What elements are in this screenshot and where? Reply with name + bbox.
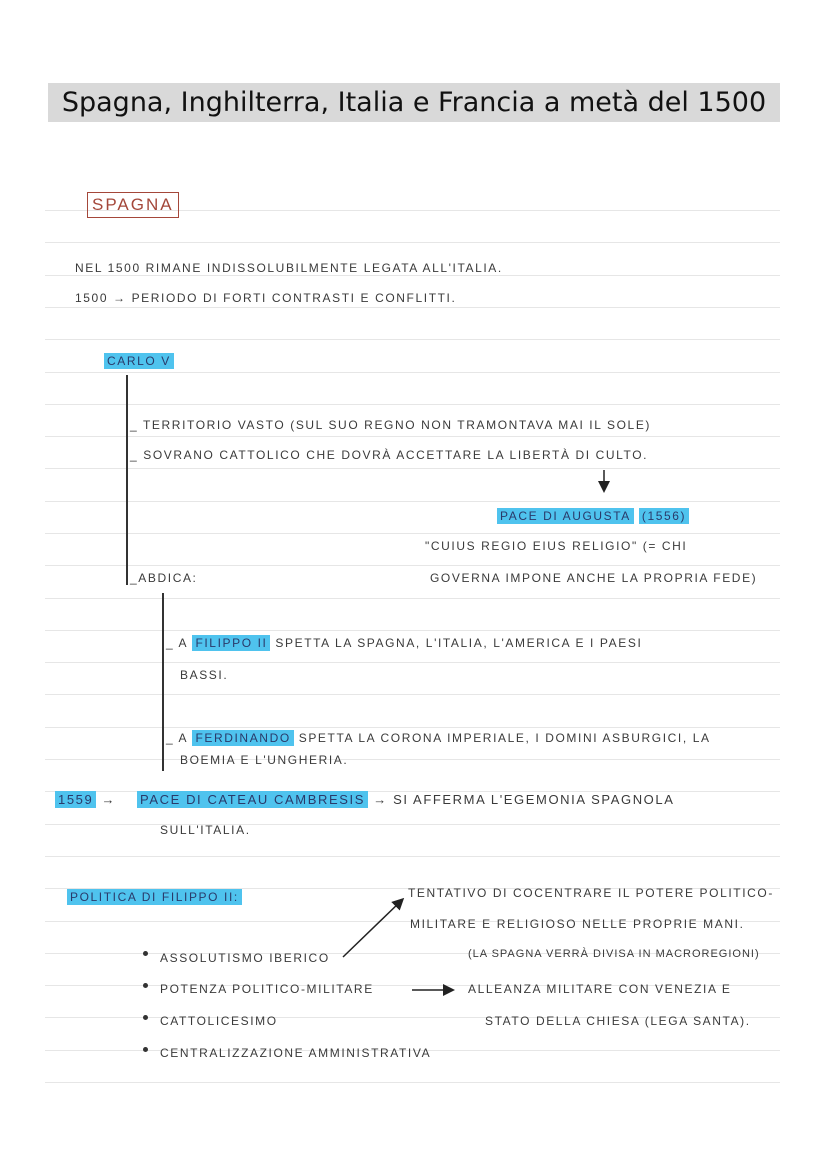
filippo-line: _ A FILIPPO II SPETTA LA SPAGNA, L'ITALIA, L'AMERICA E I PAESI: [166, 636, 643, 650]
bullet-1: ASSOLUTISMO IBERICO: [160, 951, 330, 965]
bullet-4: CENTRALIZZAZIONE AMMINISTRATIVA: [160, 1046, 432, 1060]
carlo-territorio: _ TERRITORIO VASTO (SUL SUO REGNO NON TRAMONTAVA MAI IL SOLE): [130, 418, 652, 432]
pace-augusta-year: (1556): [639, 508, 689, 524]
cateau-line-2: SULL'ITALIA.: [160, 823, 251, 837]
tentativo-1: TENTATIVO DI COCENTRARE IL POTERE POLITICO-: [408, 886, 774, 900]
filippo-highlight: FILIPPO II: [192, 635, 270, 651]
ferdinando-highlight: FERDINANDO: [192, 730, 293, 746]
alleanza-1: ALLEANZA MILITARE CON VENEZIA E: [468, 982, 732, 996]
sovrano-text: SOVRANO CATTOLICO CHE DOVRÀ ACCETTARE LA LIBERTÀ DI CULTO.: [143, 448, 649, 462]
intro-line-2: 1500 → PERIODO DI FORTI CONTRASTI E CONFLITTI.: [75, 291, 457, 305]
bullet-3: CATTOLICESIMO: [160, 1014, 278, 1028]
page-title: Spagna, Inghilterra, Italia e Francia a metà del 1500: [48, 83, 780, 122]
carlo-sovrano: _ SOVRANO CATTOLICO CHE DOVRÀ ACCETTARE LA LIBERTÀ DI CULTO.: [130, 448, 649, 462]
carlo-heading: CARLO V: [104, 353, 174, 369]
year-1559: 1559: [55, 791, 96, 808]
section-spagna: SPAGNA: [87, 192, 179, 218]
abdica-text: ABDICA:: [138, 571, 198, 585]
politica-heading: POLITICA DI FILIPPO II:: [67, 889, 242, 905]
ferdinando-line-2: BOEMIA E L'UNGHERIA.: [180, 753, 349, 767]
filippo-line-2: BASSI.: [180, 668, 229, 682]
cuius-line-1: "CUIUS REGIO EIUS RELIGIO" (= CHI: [425, 539, 688, 553]
tentativo-2: MILITARE E RELIGIOSO NELLE PROPRIE MANI.: [410, 917, 745, 931]
abdica: _ABDICA:: [130, 571, 198, 585]
bullet-2: POTENZA POLITICO-MILITARE: [160, 982, 374, 996]
cateau-line: 1559 → PACE DI CATEAU CAMBRESIS → SI AFFERMA L'EGEMONIA SPAGNOLA: [55, 792, 675, 808]
cuius-line-2: GOVERNA IMPONE ANCHE LA PROPRIA FEDE): [430, 571, 758, 585]
ferdinando-line: _ A FERDINANDO SPETTA LA CORONA IMPERIALE, I DOMINI ASBURGICI, LA: [166, 731, 711, 745]
macroregioni: (LA SPAGNA VERRÀ DIVISA IN MACROREGIONI): [468, 948, 760, 960]
territorio-text: TERRITORIO VASTO (SUL SUO REGNO NON TRAMONTAVA MAI IL SOLE): [143, 418, 652, 432]
intro-line-1: NEL 1500 RIMANE INDISSOLUBILMENTE LEGATA ALL'ITALIA.: [75, 261, 503, 275]
arrow-up-right-icon: [343, 900, 402, 957]
pace-cateau: PACE DI CATEAU CAMBRESIS: [137, 791, 368, 808]
alleanza-2: STATO DELLA CHIESA (LEGA SANTA).: [485, 1014, 751, 1028]
pace-augusta: PACE DI AUGUSTA: [497, 508, 634, 524]
